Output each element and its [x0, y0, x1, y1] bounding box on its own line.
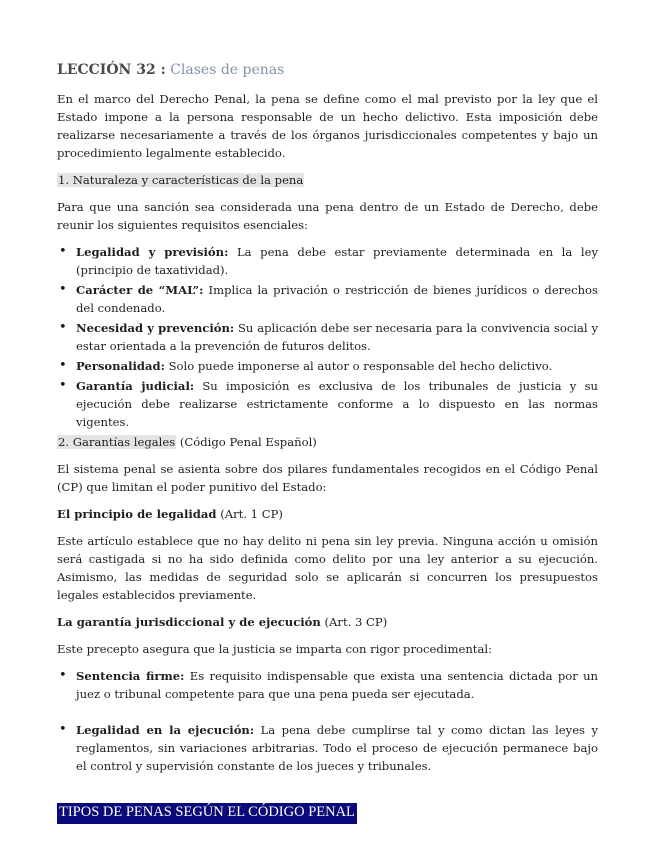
execution-list: [57, 667, 598, 775]
lesson-subject: Clases de penas: [170, 62, 285, 78]
list-item-text: Solo puede imponerse al autor o responsable del hecho delictivo.: [164, 359, 553, 373]
principle1-ref: (Art. 1 CP): [216, 507, 283, 521]
list-item-term: Legalidad en la ejecución:: [76, 723, 255, 737]
intro-paragraph: En el marco del Derecho Penal, la pena se define como el mal previsto por la ley que el Estado impone a la persona responsable de un hecho delictivo. Esta imposición debe realizarse necesariamente a través de los órganos jurisdiccionales competentes y bajo un procedimiento legalmente establecido.: [57, 92, 598, 160]
list-item-term: Carácter de “MAL”:: [76, 283, 204, 297]
principle1-text: Este artículo establece que no hay delito ni pena sin ley previa. Ninguna acción u omisión será castigada si no ha sido definida como delito por una ley anterior a su ejecución. Asimismo, las medidas de seguridad solo se aplicarán si concurren los presupuestos legales establecidos previamente.: [57, 534, 598, 602]
principle2-ref: (Art. 3 CP): [320, 615, 388, 629]
list-item-text: La pena debe estar previamente determinada en la ley (principio de taxatividad).: [76, 245, 598, 277]
list-item: [57, 319, 598, 355]
list-item-term: Personalidad:: [76, 359, 165, 373]
list-item-text: Su imposición es exclusiva de los tribunales de justicia y su ejecución debe realizarse estrictamente conforme a lo dispuesto en las normas vigentes.: [76, 379, 598, 429]
list-item-text: Implica la privación o restricción de bienes jurídicos o derechos del condenado.: [76, 283, 598, 315]
list-item-term: Garantía judicial:: [76, 379, 195, 393]
list-item-text: La pena debe cumplirse tal y como dictan las leyes y reglamentos, sin variaciones arbitrarias. Todo el proceso de ejecución permanece bajo el control y supervisión constante de los jueces y tribunales.: [76, 723, 598, 773]
lesson-number: LECCIÓN 32 :: [57, 62, 166, 78]
section1-lead: Para que una sanción sea considerada una pena dentro de un Estado de Derecho, debe reunir los siguientes requisitos esenciales:: [57, 200, 598, 232]
lesson-title: [57, 60, 598, 80]
principle2-text: Este precepto asegura que la justicia se imparta con rigor procedimental:: [57, 642, 492, 656]
list-item: [57, 377, 598, 431]
list-item: [57, 667, 598, 703]
list-item: [57, 281, 598, 317]
list-item-text: Su aplicación debe ser necesaria para la convivencia social y estar orientada a la prevención de futuros delitos.: [76, 321, 598, 353]
list-item-term: Necesidad y prevención:: [76, 321, 235, 335]
list-item-term: Sentencia firme:: [76, 669, 185, 683]
section1-heading-text: 1. Naturaleza y características de la pena: [58, 173, 304, 187]
principle2-title: La garantía jurisdiccional y de ejecución: [57, 615, 321, 629]
list-spacer: [57, 705, 598, 719]
principle2-heading: [57, 613, 598, 631]
document-page: [57, 60, 598, 824]
list-item: [57, 721, 598, 775]
section2-heading: [57, 433, 598, 451]
requirements-list: [57, 243, 598, 431]
penalty-types-banner: TIPOS DE PENAS SEGÚN EL CÓDIGO PENAL: [57, 803, 357, 824]
section1-heading: [57, 171, 598, 189]
list-item-term: Legalidad y previsión:: [76, 245, 229, 259]
list-item: [57, 243, 598, 279]
principle1-title: El principio de legalidad: [57, 507, 217, 521]
list-item: [57, 357, 598, 375]
section2-heading-text: 2. Garantías legales: [58, 435, 176, 449]
section2-lead: El sistema penal se asienta sobre dos pilares fundamentales recogidos en el Código Penal (CP) que limitan el poder punitivo del Estado:: [57, 462, 598, 494]
list-item-text: Es requisito indispensable que exista una sentencia dictada por un juez o tribunal competente para que una pena pueda ser ejecutada.: [76, 669, 598, 701]
section2-heading-note: (Código Penal Español): [176, 435, 317, 449]
principle1-heading: [57, 505, 598, 523]
